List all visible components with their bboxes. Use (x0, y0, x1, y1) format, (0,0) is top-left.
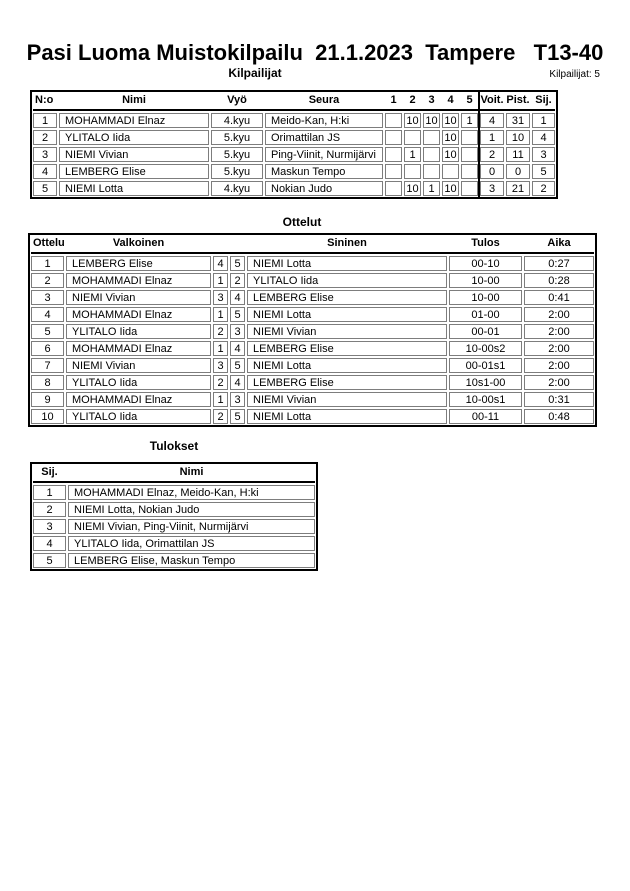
header-separator (33, 481, 315, 483)
cell-blue-no: 5 (230, 358, 245, 373)
cell-score: 10 (404, 113, 421, 128)
col-header-blue: Sininen (247, 236, 447, 250)
cell-place: 4 (532, 130, 555, 145)
cell-name: YLITALO Iida (59, 130, 209, 145)
cell-score (423, 147, 440, 162)
cell-white-name: YLITALO Iida (66, 409, 211, 424)
col-header-2: 2 (404, 93, 421, 107)
matches-heading: Ottelut (282, 215, 322, 229)
cell-white-name: YLITALO Iida (66, 324, 211, 339)
page-title: Pasi Luoma Muistokilpailu 21.1.2023 Tampere T13-40 (26, 40, 604, 65)
cell-result: 10s1-00 (449, 375, 522, 390)
cell-place: 1 (532, 113, 555, 128)
cell-place: 2 (532, 181, 555, 196)
cell-blue-name: LEMBERG Elise (247, 375, 447, 390)
cell-score: 10 (442, 113, 459, 128)
cell-score (385, 130, 402, 145)
cell-blue-name: NIEMI Lotta (247, 358, 447, 373)
cell-time: 2:00 (524, 341, 594, 356)
cell-wins: 3 (480, 181, 504, 196)
cell-white-name: LEMBERG Elise (66, 256, 211, 271)
cell-score (423, 130, 440, 145)
col-header-wins: Voit. (480, 94, 504, 106)
cell-no: 4 (33, 164, 57, 179)
col-header-belt: Vyö (211, 93, 263, 107)
cell-no: 1 (33, 113, 57, 128)
cell-score: 10 (442, 181, 459, 196)
cell-time: 2:00 (524, 358, 594, 373)
cell-white-no: 3 (213, 358, 228, 373)
cell-club: Ping-Viinit, Nurmijärvi (265, 147, 383, 162)
col-header-name: Nimi (59, 93, 209, 107)
cell-white-name: NIEMI Vivian (66, 290, 211, 305)
cell-time: 2:00 (524, 324, 594, 339)
cell-white-name: YLITALO Iida (66, 375, 211, 390)
competitors-count: Kilpailijat: 5 (549, 69, 600, 80)
cell-result-name: LEMBERG Elise, Maskun Tempo (68, 553, 315, 568)
cell-score (385, 147, 402, 162)
cell-time: 2:00 (524, 375, 594, 390)
cell-blue-name: NIEMI Lotta (247, 307, 447, 322)
cell-place: 5 (33, 553, 66, 568)
cell-result: 00-10 (449, 256, 522, 271)
cell-wins: 2 (480, 147, 504, 162)
cell-match-no: 7 (31, 358, 64, 373)
cell-white-name: MOHAMMADI Elnaz (66, 341, 211, 356)
col-header-3: 3 (423, 93, 440, 107)
cell-name: MOHAMMADI Elnaz (59, 113, 209, 128)
col-header-place: Sij. (33, 465, 66, 479)
matches-table (28, 233, 597, 427)
cell-result-name: YLITALO Iida, Orimattilan JS (68, 536, 315, 551)
competitors-table (30, 90, 558, 199)
cell-white-no: 2 (213, 409, 228, 424)
cell-white-name: MOHAMMADI Elnaz (66, 392, 211, 407)
col-header-white-no (213, 236, 228, 250)
cell-place: 3 (33, 519, 66, 534)
cell-score: 1 (423, 181, 440, 196)
cell-match-no: 6 (31, 341, 64, 356)
cell-score: 10 (442, 147, 459, 162)
cell-place: 2 (33, 502, 66, 517)
cell-belt: 5.kyu (211, 147, 263, 162)
cell-points: 0 (506, 164, 530, 179)
cell-white-no: 2 (213, 324, 228, 339)
cell-time: 0:27 (524, 256, 594, 271)
cell-place: 4 (33, 536, 66, 551)
results-table (30, 462, 318, 571)
cell-wins: 0 (480, 164, 504, 179)
cell-place: 3 (532, 147, 555, 162)
cell-club: Orimattilan JS (265, 130, 383, 145)
col-header-5: 5 (461, 93, 478, 107)
cell-blue-name: NIEMI Lotta (247, 409, 447, 424)
cell-match-no: 1 (31, 256, 64, 271)
cell-white-no: 1 (213, 392, 228, 407)
cell-wins: 1 (480, 130, 504, 145)
cell-time: 0:31 (524, 392, 594, 407)
cell-score (461, 164, 478, 179)
cell-no: 2 (33, 130, 57, 145)
col-header-points: Pist. (506, 94, 530, 106)
results-heading: Tulokset (149, 439, 199, 453)
cell-blue-name: NIEMI Vivian (247, 392, 447, 407)
cell-club: Meido-Kan, H:ki (265, 113, 383, 128)
cell-result: 10-00s2 (449, 341, 522, 356)
cell-result-name: NIEMI Vivian, Ping-Viinit, Nurmijärvi (68, 519, 315, 534)
competitors-heading: Kilpailijat (228, 66, 282, 80)
cell-white-no: 1 (213, 273, 228, 288)
cell-result: 00-01 (449, 324, 522, 339)
cell-match-no: 10 (31, 409, 64, 424)
cell-blue-name: NIEMI Vivian (247, 324, 447, 339)
cell-match-no: 4 (31, 307, 64, 322)
cell-white-no: 1 (213, 307, 228, 322)
cell-blue-name: NIEMI Lotta (247, 256, 447, 271)
cell-no: 5 (33, 181, 57, 196)
cell-score: 10 (423, 113, 440, 128)
cell-score (423, 164, 440, 179)
summary-divider-line (478, 92, 480, 197)
header-separator (33, 109, 555, 111)
cell-white-name: NIEMI Vivian (66, 358, 211, 373)
cell-match-no: 5 (31, 324, 64, 339)
cell-blue-no: 4 (230, 341, 245, 356)
cell-place: 5 (532, 164, 555, 179)
cell-white-name: MOHAMMADI Elnaz (66, 273, 211, 288)
cell-score (461, 147, 478, 162)
cell-score (461, 181, 478, 196)
cell-blue-no: 5 (230, 409, 245, 424)
cell-result: 10-00 (449, 290, 522, 305)
cell-result: 10-00 (449, 273, 522, 288)
cell-score (461, 130, 478, 145)
cell-points: 11 (506, 147, 530, 162)
cell-time: 0:28 (524, 273, 594, 288)
col-header-place: Sij. (532, 93, 555, 107)
cell-wins: 4 (480, 113, 504, 128)
cell-result: 00-01s1 (449, 358, 522, 373)
cell-time: 0:41 (524, 290, 594, 305)
cell-name: LEMBERG Elise (59, 164, 209, 179)
cell-result: 01-00 (449, 307, 522, 322)
cell-place: 1 (33, 485, 66, 500)
cell-white-no: 3 (213, 290, 228, 305)
col-header-1: 1 (385, 93, 402, 107)
cell-no: 3 (33, 147, 57, 162)
cell-score (385, 113, 402, 128)
col-header-club: Seura (265, 93, 383, 107)
cell-blue-name: LEMBERG Elise (247, 290, 447, 305)
cell-score (404, 164, 421, 179)
cell-result: 00-11 (449, 409, 522, 424)
cell-score: 1 (404, 147, 421, 162)
cell-time: 2:00 (524, 307, 594, 322)
cell-blue-no: 4 (230, 375, 245, 390)
cell-name: NIEMI Vivian (59, 147, 209, 162)
col-header-match-no: Ottelu (33, 237, 65, 249)
cell-score (385, 164, 402, 179)
cell-blue-name: YLITALO Iida (247, 273, 447, 288)
cell-result-name: NIEMI Lotta, Nokian Judo (68, 502, 315, 517)
col-header-result-name: Nimi (68, 465, 315, 479)
col-header-no: N:o (33, 93, 57, 107)
cell-points: 21 (506, 181, 530, 196)
cell-blue-no: 3 (230, 392, 245, 407)
header-separator (31, 252, 594, 254)
cell-white-name: MOHAMMADI Elnaz (66, 307, 211, 322)
cell-result: 10-00s1 (449, 392, 522, 407)
cell-points: 31 (506, 113, 530, 128)
cell-match-no: 2 (31, 273, 64, 288)
cell-belt: 5.kyu (211, 130, 263, 145)
cell-score (442, 164, 459, 179)
cell-belt: 5.kyu (211, 164, 263, 179)
cell-time: 0:48 (524, 409, 594, 424)
cell-blue-no: 5 (230, 256, 245, 271)
cell-blue-name: LEMBERG Elise (247, 341, 447, 356)
cell-blue-no: 5 (230, 307, 245, 322)
cell-club: Maskun Tempo (265, 164, 383, 179)
col-header-blue-no (230, 236, 245, 250)
cell-blue-no: 3 (230, 324, 245, 339)
cell-belt: 4.kyu (211, 181, 263, 196)
cell-blue-no: 2 (230, 273, 245, 288)
cell-club: Nokian Judo (265, 181, 383, 196)
cell-belt: 4.kyu (211, 113, 263, 128)
cell-match-no: 9 (31, 392, 64, 407)
cell-score: 10 (404, 181, 421, 196)
cell-points: 10 (506, 130, 530, 145)
col-header-result: Tulos (449, 236, 522, 250)
cell-white-no: 1 (213, 341, 228, 356)
cell-score: 10 (442, 130, 459, 145)
cell-result-name: MOHAMMADI Elnaz, Meido-Kan, H:ki (68, 485, 315, 500)
cell-match-no: 3 (31, 290, 64, 305)
cell-white-no: 4 (213, 256, 228, 271)
cell-white-no: 2 (213, 375, 228, 390)
cell-name: NIEMI Lotta (59, 181, 209, 196)
cell-score (385, 181, 402, 196)
col-header-4: 4 (442, 93, 459, 107)
cell-match-no: 8 (31, 375, 64, 390)
cell-blue-no: 4 (230, 290, 245, 305)
cell-score (404, 130, 421, 145)
col-header-time: Aika (524, 236, 594, 250)
cell-score: 1 (461, 113, 478, 128)
col-header-white: Valkoinen (66, 236, 211, 250)
